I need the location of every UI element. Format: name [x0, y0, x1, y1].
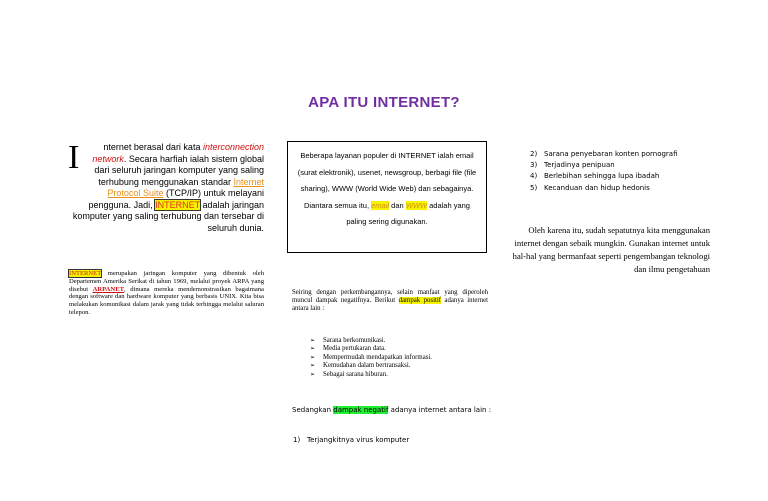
link-internet-protocol-suite[interactable]: Internet Protocol Suite	[107, 176, 264, 198]
intro-text-7: adalah jaringan komputer yang saling terhubung dan tersebar di seluruh dunia.	[72, 199, 264, 233]
negative-text-1: Sedangkan	[292, 406, 334, 414]
list-item	[293, 435, 409, 446]
list-number: 2)	[530, 150, 538, 158]
intro-text-5: (TCP/IP) untuk melayani pengguna. Jadi,	[88, 188, 264, 210]
list-text: Berlebihan sehingga lupa ibadah	[544, 172, 660, 181]
intro-text-1: nternet berasal dari kata	[103, 142, 203, 152]
negative-text-2: adanya internet antara lain :	[388, 406, 492, 414]
intro-text-3: . Secara harfiah ialah sistem global dari seluruh jaringan komputer yang saling terhubung menggunakan standar	[94, 153, 264, 187]
negative-impact-list-continued	[530, 149, 678, 194]
history-text-2: , dimana mereka mendemonstrasikan bagaimana dengan software dan hardware komputer yang berbasis UNIX. Kita bisa melakukan komunikasi dalam jarak yang tidak terhingga melalui saluran telepon.	[69, 285, 264, 316]
list-item	[530, 149, 678, 160]
list-number: 1)	[293, 436, 301, 444]
list-text: Terjangkitnya virus komputer	[307, 436, 410, 444]
drop-cap: I	[68, 139, 80, 176]
list-item: ➢ Sarana berkomunikasi.	[310, 337, 432, 345]
conclusion-paragraph: Oleh karena itu, sudah sepatutnya kita menggunakan internet dengan sebaik mungkin. Gunakan internet untuk hal-hal yang bermanfaat seperti pengembangan teknologi dan ilmu pengetahuan	[512, 225, 710, 274]
list-item	[530, 183, 678, 194]
list-text: Kecanduan dan hidup hedonis	[544, 183, 650, 192]
list-text: Sarana penyebaran konten pornografi	[544, 150, 678, 158]
services-text-3: adalah yang paling sering digunakan.	[346, 200, 470, 226]
list-item	[530, 160, 678, 171]
impact-intro-paragraph	[292, 289, 488, 314]
highlight-dampak-positif: dampak positif	[398, 297, 441, 305]
positive-impact-list	[310, 337, 432, 379]
list-text: Terjadinya penipuan	[544, 161, 615, 170]
negative-impact-intro	[292, 404, 492, 416]
services-text-1: Beberapa layanan populer di INTERNET ialah email (surat elektronik), usenet, newsgroup, berbagi file (file sharing), WWW (World Wide Web) dan sebagainya. Diantara semua itu,	[297, 151, 477, 210]
impact-text-2: adanya internet antara lain :	[292, 297, 488, 313]
impact-text-1: Seiring dengan perkembangannya, selain manfaat yang diperoleh muncul dampak negatifnya. Berikut	[292, 289, 488, 305]
list-item: ➢ Kemudahan dalam bertransaksi.	[310, 362, 432, 370]
page-title: APA ITU INTERNET?	[308, 94, 460, 111]
list-number: 4)	[530, 172, 538, 181]
intro-paragraph	[68, 139, 264, 234]
term-interconnection-network: interconnection network	[92, 142, 264, 164]
highlight-internet-term: INTERNET	[69, 270, 102, 277]
highlight-dampak-negatif: dampak negatif	[333, 406, 389, 414]
history-text-1: merupakan jaringan komputer yang dibentuk oleh Departemen Amerika Serikat di tahun 1969, melalui proyek ARPA yang disebut	[69, 270, 264, 293]
list-item: ➢ Mempermudah mendapatkan informasi.	[310, 354, 432, 362]
list-number: 5)	[530, 183, 538, 192]
services-text-2: dan	[389, 200, 406, 210]
list-item	[530, 171, 678, 182]
highlight-email: email	[371, 200, 390, 210]
internet-history-paragraph	[69, 270, 264, 317]
negative-impact-list	[293, 435, 409, 446]
list-number: 3)	[530, 161, 538, 170]
link-arpanet[interactable]: ARPANET	[92, 285, 124, 293]
list-item: ➢ Media pertukaran data.	[310, 345, 432, 353]
list-item: ➢ Sebagai sarana hiburan.	[310, 371, 432, 379]
highlight-www: WWW	[405, 200, 428, 210]
services-box	[287, 141, 487, 253]
highlight-internet: INTERNET	[155, 199, 200, 210]
